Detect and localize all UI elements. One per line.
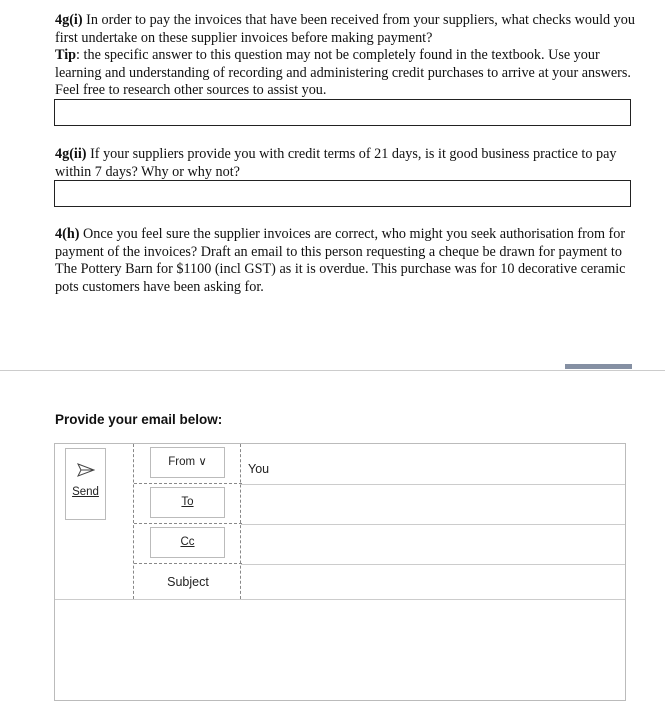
cc-field[interactable] [241, 524, 625, 525]
question-4g-ii [55, 146, 635, 181]
from-value: You [248, 462, 270, 476]
question-4g-i [55, 12, 635, 100]
scroll-indicator[interactable] [565, 364, 632, 369]
to-label: To [181, 496, 194, 508]
question-text: In order to pay the invoices that have been received from your suppliers, what checks would you first undertake on these supplier invoices before making payment? [55, 12, 635, 46]
from-button[interactable] [150, 447, 225, 478]
send-button[interactable] [65, 448, 106, 520]
subject-label: Subject [167, 575, 209, 589]
to-button[interactable] [150, 487, 225, 518]
question-4h [55, 226, 635, 296]
question-label: 4g(i) [55, 12, 83, 28]
header-labels [133, 444, 241, 599]
email-prompt: Provide your email below: [55, 412, 223, 427]
tip-label: Tip [55, 47, 77, 64]
question-label: 4g(ii) [55, 146, 87, 162]
email-body-input[interactable] [55, 600, 625, 700]
page-divider [0, 370, 665, 371]
email-compose [54, 443, 626, 701]
subject-field[interactable] [241, 564, 625, 565]
question-text: If your suppliers provide you with credit terms of 21 days, is it good business practice to pay within 7 days? Why or why not? [55, 146, 617, 180]
send-icon [77, 463, 95, 477]
tip-text: : the specific answer to this question may not be completely found in the textbook. Use your learning and understanding of recording and administering credit purchases to arrive at your answers. Feel free to research other sources to assist you. [55, 47, 631, 99]
answer-box-4g-i[interactable] [54, 99, 631, 126]
send-label: Send [72, 486, 99, 498]
cc-label: Cc [180, 536, 195, 548]
question-text: Once you feel sure the supplier invoices are correct, who might you seek authorisation from for payment of the invoices? Draft an email to this person requesting a cheque be drawn for payment to The Pottery Barn for $1100 (incl GST) as it is overdue. This purchase was for 10 decorative ceramic pots customers have been asking for. [55, 226, 626, 295]
chevron-down-icon: ∨ [198, 456, 207, 468]
answer-box-4g-ii[interactable] [54, 180, 631, 207]
to-field[interactable] [241, 484, 625, 485]
question-label: 4(h) [55, 226, 80, 242]
from-label: From [168, 456, 196, 468]
cc-button[interactable] [150, 527, 225, 558]
